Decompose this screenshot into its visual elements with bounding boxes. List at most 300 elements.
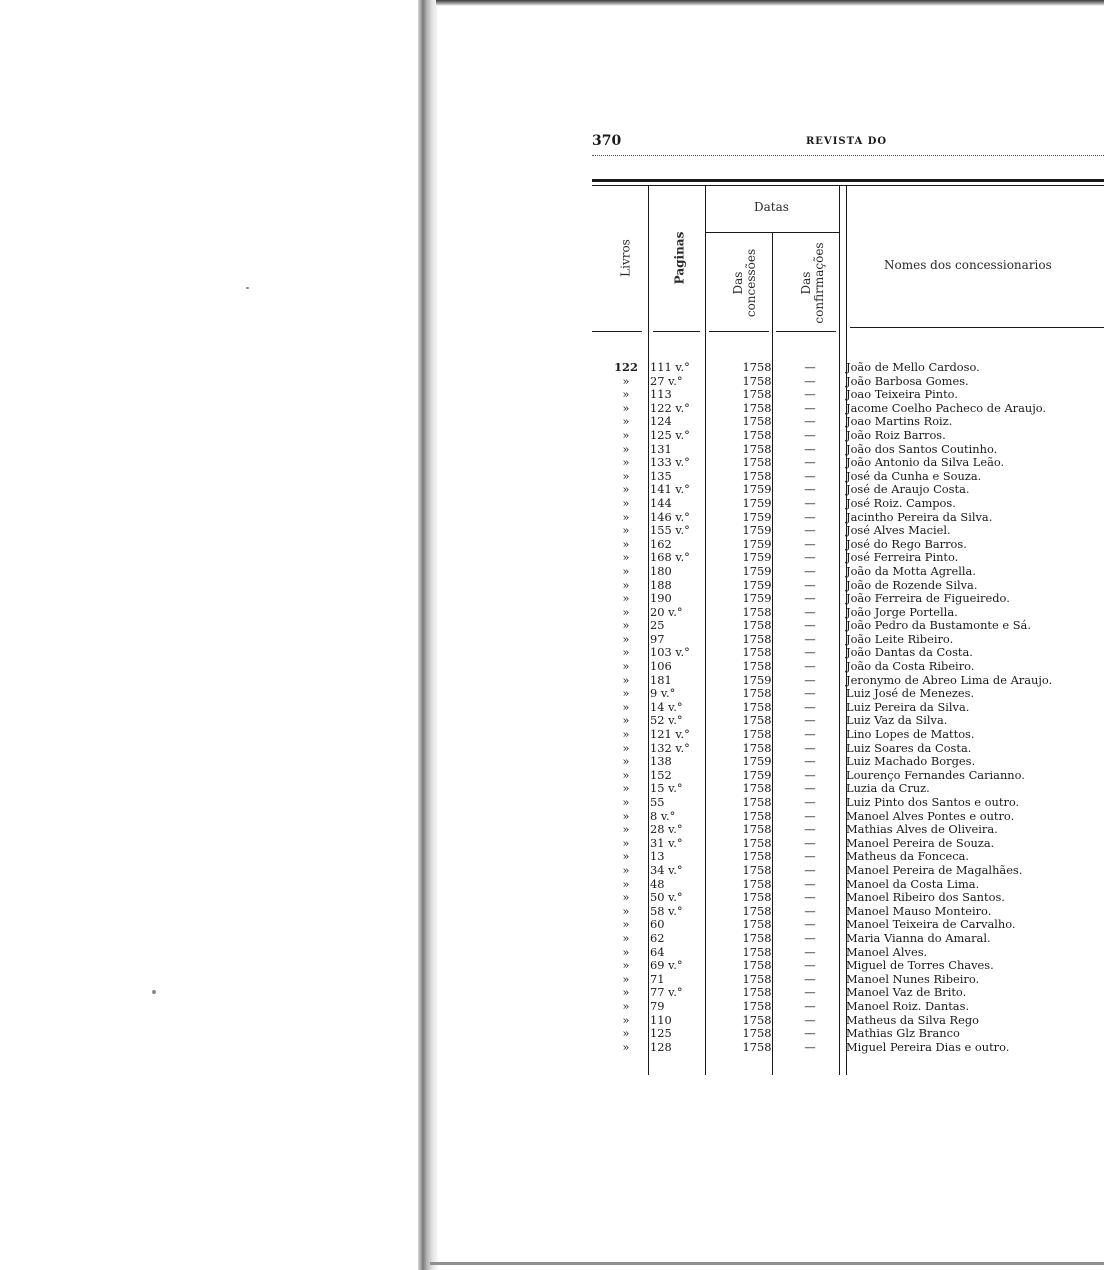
cell-concessao: 1758	[742, 795, 772, 809]
cell-concessao: 1758	[742, 1012, 772, 1027]
cell-pagina: 58 v.°	[650, 903, 683, 918]
table-row	[592, 1000, 1104, 1014]
cell-nome: Manoel Ribeiro dos Santos.	[846, 890, 1005, 905]
cell-pagina: 50 v.°	[650, 890, 683, 905]
cell-concessao: 1759	[742, 563, 772, 578]
cell-nome: João Antonio da Silva Leão.	[846, 455, 1005, 470]
page-number: 370	[592, 133, 622, 149]
cell-pagina: 181	[650, 672, 672, 687]
header-bottom-rule	[776, 331, 836, 332]
cell-confirmacao: —	[804, 781, 816, 796]
cell-concessao: 1758	[742, 890, 772, 905]
table-row	[592, 592, 1104, 606]
cell-confirmacao: —	[804, 849, 816, 864]
cell-nome: Manoel da Costa Lima.	[846, 876, 980, 891]
table-row	[592, 646, 1104, 660]
cell-concessao: 1759	[742, 482, 772, 497]
table-row	[592, 810, 1104, 824]
cell-nome: João Dantas da Costa.	[846, 645, 973, 660]
cell-concessao: 1758	[742, 373, 772, 388]
cell-nome: Luiz Pereira da Silva.	[846, 699, 970, 714]
table-row	[592, 782, 1104, 796]
header-nomes: Nomes dos concessionarios	[884, 258, 1052, 272]
cell-livro: »	[622, 591, 630, 606]
cell-livro: »	[622, 835, 630, 850]
table-row	[592, 986, 1104, 1000]
cell-livro: »	[622, 903, 630, 918]
table-row	[592, 388, 1104, 402]
cell-nome: Luiz José de Menezes.	[846, 686, 975, 701]
cell-pagina: 155 v.°	[650, 523, 690, 538]
cell-livro: »	[622, 373, 630, 388]
cell-pagina: 106	[650, 659, 672, 674]
cell-pagina: 162	[650, 536, 672, 551]
cell-livro: »	[622, 536, 630, 551]
table-top-rule-thick	[592, 179, 1104, 182]
cell-concessao: 1758	[742, 727, 772, 742]
table-row	[592, 443, 1104, 457]
cell-pagina: 13	[650, 849, 665, 864]
table-row	[592, 864, 1104, 878]
cell-pagina: 128	[650, 1039, 672, 1054]
cell-pagina: 52 v.°	[650, 713, 683, 728]
cell-concessao: 1758	[742, 387, 772, 402]
cell-concessao: 1759	[742, 577, 772, 592]
cell-concessao: 1759	[742, 672, 772, 687]
cell-nome: José de Araujo Costa.	[846, 482, 970, 497]
table-row	[592, 551, 1104, 565]
cell-pagina: 25	[650, 618, 665, 633]
cell-nome: João da Costa Ribeiro.	[846, 659, 975, 674]
cell-livro: »	[622, 509, 630, 524]
table-row	[592, 837, 1104, 851]
page-bottom-edge	[430, 1262, 1104, 1265]
cell-concessao: 1758	[742, 930, 772, 945]
cell-nome: Jacintho Pereira da Silva.	[846, 509, 993, 524]
cell-confirmacao: —	[804, 727, 816, 742]
cell-livro: »	[622, 563, 630, 578]
table-row	[592, 701, 1104, 715]
cell-confirmacao: —	[804, 360, 816, 374]
cell-pagina: 133 v.°	[650, 455, 690, 470]
cell-confirmacao: —	[804, 862, 816, 877]
cell-livro: »	[622, 849, 630, 864]
cell-nome: Mathias Alves de Oliveira.	[846, 822, 998, 837]
cell-pagina: 55	[650, 795, 665, 809]
table-row	[592, 375, 1104, 389]
table-row	[592, 470, 1104, 484]
running-head: REVISTA DO	[806, 136, 888, 147]
cell-concessao: 1758	[742, 998, 772, 1013]
page-header	[592, 133, 1104, 159]
cell-nome: José da Cunha e Souza.	[846, 468, 982, 483]
cell-livro: »	[622, 795, 630, 809]
cell-pagina: 135	[650, 468, 672, 483]
cell-livro: »	[622, 876, 630, 891]
cell-concessao: 1758	[742, 876, 772, 891]
cell-confirmacao: —	[804, 740, 816, 755]
table-row	[592, 429, 1104, 443]
cell-nome: João Ferreira de Figueiredo.	[846, 591, 1010, 606]
cell-nome: Luiz Vaz da Silva.	[846, 713, 948, 728]
cell-concessao: 1758	[742, 781, 772, 796]
header-das-confirmacoes: Das confirmações	[799, 242, 826, 324]
cell-confirmacao: —	[804, 631, 816, 646]
table-row	[592, 606, 1104, 620]
cell-concessao: 1758	[742, 686, 772, 701]
table-row	[592, 456, 1104, 470]
table-row	[592, 674, 1104, 688]
cell-concessao: 1758	[742, 713, 772, 728]
table-row	[592, 742, 1104, 756]
cell-pagina: 48	[650, 876, 665, 891]
table-row	[592, 755, 1104, 769]
table-row	[592, 483, 1104, 497]
paper-speck	[152, 990, 156, 994]
cell-pagina: 124	[650, 414, 672, 429]
cell-nome: Manoel Nunes Ribeiro.	[846, 971, 980, 986]
cell-confirmacao: —	[804, 835, 816, 850]
cell-pagina: 131	[650, 441, 672, 456]
cell-nome: Matheus da Fonceca.	[846, 849, 969, 864]
cell-livro: »	[622, 455, 630, 470]
cell-nome: Lino Lopes de Mattos.	[846, 727, 975, 742]
cell-concessao: 1758	[742, 944, 772, 959]
cell-nome: Matheus da Silva Rego	[846, 1012, 980, 1027]
cell-livro: »	[622, 781, 630, 796]
cell-livro: »	[622, 1039, 630, 1054]
cell-confirmacao: —	[804, 795, 816, 809]
cell-concessao: 1758	[742, 822, 772, 837]
cell-confirmacao: —	[804, 672, 816, 687]
cell-livro: »	[622, 672, 630, 687]
cell-livro: »	[622, 944, 630, 959]
cell-nome: Manoel Alves Pontes e outro.	[846, 808, 1015, 823]
cell-livro: »	[622, 618, 630, 633]
cell-livro: »	[622, 917, 630, 932]
cell-concessao: 1758	[742, 414, 772, 429]
table-row	[592, 361, 1104, 375]
cell-livro: »	[622, 400, 630, 415]
cell-pagina: 144	[650, 495, 672, 510]
cell-nome: João de Rozende Silva.	[846, 577, 978, 592]
cell-pagina: 60	[650, 917, 665, 932]
cell-concessao: 1758	[742, 400, 772, 415]
cell-livro: »	[622, 998, 630, 1013]
cell-confirmacao: —	[804, 495, 816, 510]
cell-pagina: 14 v.°	[650, 699, 683, 714]
cell-nome: Manoel Pereira de Magalhães.	[846, 862, 1023, 877]
cell-concessao: 1758	[742, 808, 772, 823]
cell-pagina: 64	[650, 944, 665, 959]
cell-confirmacao: —	[804, 699, 816, 714]
cell-livro: »	[622, 441, 630, 456]
cell-livro: »	[622, 631, 630, 646]
cell-pagina: 27 v.°	[650, 373, 683, 388]
header-das-concessoes: Das concessões	[731, 248, 758, 318]
cell-concessao: 1758	[742, 645, 772, 660]
cell-concessao: 1759	[742, 523, 772, 538]
cell-confirmacao: —	[804, 536, 816, 551]
cell-nome: Manoel Pereira de Souza.	[846, 835, 995, 850]
cell-nome: Luiz Machado Borges.	[846, 754, 976, 769]
cell-confirmacao: —	[804, 998, 816, 1013]
header-paginas: Paginas	[672, 231, 687, 285]
cell-livro: »	[622, 468, 630, 483]
cell-livro: »	[622, 740, 630, 755]
cell-nome: João da Motta Agrella.	[846, 563, 976, 578]
cell-confirmacao: —	[804, 591, 816, 606]
cell-confirmacao: —	[804, 659, 816, 674]
cell-nome: Lourenço Fernandes Carianno.	[846, 767, 1025, 782]
cell-concessao: 1758	[742, 1026, 772, 1041]
cell-concessao: 1759	[742, 754, 772, 769]
cell-nome: João Jorge Portella.	[846, 604, 958, 619]
header-rule	[592, 155, 1104, 156]
cell-confirmacao: —	[804, 890, 816, 905]
cell-confirmacao: —	[804, 903, 816, 918]
table-row	[592, 660, 1104, 674]
cell-livro: »	[622, 482, 630, 497]
cell-confirmacao: —	[804, 808, 816, 823]
cell-concessao: 1758	[742, 862, 772, 877]
table-row	[592, 850, 1104, 864]
cell-pagina: 62	[650, 930, 665, 945]
cell-pagina: 9 v.°	[650, 686, 676, 701]
cell-nome: Miguel Pereira Dias e outro.	[846, 1039, 1010, 1054]
cell-pagina: 15 v.°	[650, 781, 683, 796]
cell-confirmacao: —	[804, 427, 816, 442]
table-row	[592, 1027, 1104, 1041]
cell-concessao: 1758	[742, 917, 772, 932]
cell-livro: »	[622, 1026, 630, 1041]
cell-concessao: 1759	[742, 550, 772, 565]
cell-confirmacao: —	[804, 686, 816, 701]
cell-livro: »	[622, 699, 630, 714]
cell-pagina: 111 v.°	[650, 360, 690, 374]
header-bottom-rule	[709, 331, 769, 332]
cell-confirmacao: —	[804, 958, 816, 973]
cell-nome: João Pedro da Bustamonte e Sá.	[846, 618, 1031, 633]
cell-nome: Jacome Coelho Pacheco de Araujo.	[846, 400, 1047, 415]
cell-pagina: 152	[650, 767, 672, 782]
cell-livro: »	[622, 890, 630, 905]
cell-concessao: 1758	[742, 835, 772, 850]
cell-livro: »	[622, 958, 630, 973]
cell-nome: João dos Santos Coutinho.	[846, 441, 998, 456]
cell-pagina: 125 v.°	[650, 427, 690, 442]
cell-concessao: 1758	[742, 699, 772, 714]
cell-concessao: 1758	[742, 441, 772, 456]
cell-confirmacao: —	[804, 455, 816, 470]
cell-pagina: 28 v.°	[650, 822, 683, 837]
cell-nome: João Roiz Barros.	[846, 427, 946, 442]
cell-nome: José do Rego Barros.	[846, 536, 967, 551]
cell-concessao: 1758	[742, 427, 772, 442]
cell-pagina: 141 v.°	[650, 482, 690, 497]
table-row	[592, 402, 1104, 416]
cell-livro: »	[622, 495, 630, 510]
cell-pagina: 79	[650, 998, 665, 1013]
cell-concessao: 1758	[742, 604, 772, 619]
table-row	[592, 511, 1104, 525]
cell-confirmacao: —	[804, 930, 816, 945]
table-row	[592, 1041, 1104, 1055]
cell-livro: 122	[614, 360, 638, 374]
cell-nome: Manoel Teixeira de Carvalho.	[846, 917, 1016, 932]
table-row	[592, 878, 1104, 892]
cell-confirmacao: —	[804, 523, 816, 538]
cell-nome: Manoel Alves.	[846, 944, 928, 959]
cell-livro: »	[622, 659, 630, 674]
cell-livro: »	[622, 971, 630, 986]
table-row	[592, 497, 1104, 511]
table-row	[592, 565, 1104, 579]
table-row	[592, 973, 1104, 987]
cell-pagina: 31 v.°	[650, 835, 683, 850]
cell-livro: »	[622, 387, 630, 402]
header-livros: Livros	[618, 239, 633, 277]
cell-pagina: 71	[650, 971, 665, 986]
cell-pagina: 190	[650, 591, 672, 606]
table-row	[592, 891, 1104, 905]
cell-confirmacao: —	[804, 713, 816, 728]
cell-nome: José Roiz. Campos.	[846, 495, 956, 510]
cell-livro: »	[622, 930, 630, 945]
datas-sub-rule	[705, 232, 839, 233]
table-row	[592, 728, 1104, 742]
cell-pagina: 122 v.°	[650, 400, 690, 415]
cell-nome: José Ferreira Pinto.	[846, 550, 959, 565]
cell-livro: »	[622, 754, 630, 769]
cell-concessao: 1758	[742, 631, 772, 646]
cell-concessao: 1758	[742, 985, 772, 1000]
cell-confirmacao: —	[804, 1012, 816, 1027]
cell-confirmacao: —	[804, 822, 816, 837]
cell-nome: João Leite Ribeiro.	[846, 631, 954, 646]
table-row	[592, 524, 1104, 538]
cell-confirmacao: —	[804, 1026, 816, 1041]
table-row	[592, 714, 1104, 728]
cell-pagina: 138	[650, 754, 672, 769]
cell-concessao: 1759	[742, 509, 772, 524]
cell-pagina: 20 v.°	[650, 604, 683, 619]
table-row	[592, 959, 1104, 973]
cell-concessao: 1758	[742, 618, 772, 633]
cell-pagina: 188	[650, 577, 672, 592]
cell-confirmacao: —	[804, 876, 816, 891]
cell-livro: »	[622, 727, 630, 742]
cell-nome: Manoel Vaz de Brito.	[846, 985, 967, 1000]
cell-livro: »	[622, 713, 630, 728]
cell-pagina: 146 v.°	[650, 509, 690, 524]
cell-pagina: 34 v.°	[650, 862, 683, 877]
cell-confirmacao: —	[804, 604, 816, 619]
cell-confirmacao: —	[804, 577, 816, 592]
cell-livro: »	[622, 604, 630, 619]
cell-nome: Miguel de Torres Chaves.	[846, 958, 994, 973]
cell-nome: João Barbosa Gomes.	[846, 373, 969, 388]
cell-livro: »	[622, 645, 630, 660]
cell-livro: »	[622, 862, 630, 877]
cell-livro: »	[622, 414, 630, 429]
cell-livro: »	[622, 577, 630, 592]
page-top-edge	[436, 0, 1104, 6]
table-row	[592, 687, 1104, 701]
cell-confirmacao: —	[804, 944, 816, 959]
table-row	[592, 796, 1104, 810]
table-row	[592, 823, 1104, 837]
cell-pagina: 168 v.°	[650, 550, 690, 565]
cell-pagina: 97	[650, 631, 665, 646]
cell-concessao: 1759	[742, 495, 772, 510]
cell-confirmacao: —	[804, 1039, 816, 1054]
cell-livro: »	[622, 427, 630, 442]
table-row	[592, 619, 1104, 633]
cell-concessao: 1758	[742, 360, 772, 374]
cell-confirmacao: —	[804, 550, 816, 565]
cell-confirmacao: —	[804, 971, 816, 986]
cell-concessao: 1759	[742, 536, 772, 551]
cell-nome: Luzia da Cruz.	[846, 781, 930, 796]
cell-confirmacao: —	[804, 618, 816, 633]
table-row	[592, 932, 1104, 946]
cell-livro: »	[622, 686, 630, 701]
cell-concessao: 1758	[742, 740, 772, 755]
cell-livro: »	[622, 985, 630, 1000]
cell-confirmacao: —	[804, 645, 816, 660]
cell-pagina: 103 v.°	[650, 645, 690, 660]
cell-pagina: 8 v.°	[650, 808, 676, 823]
table-row	[592, 1014, 1104, 1028]
cell-livro: »	[622, 1012, 630, 1027]
cell-pagina: 121 v.°	[650, 727, 690, 742]
cell-nome: Luiz Soares da Costa.	[846, 740, 972, 755]
cell-nome: Maria Vianna do Amaral.	[846, 930, 991, 945]
cell-confirmacao: —	[804, 509, 816, 524]
cell-nome: Mathias Glz Branco	[846, 1026, 960, 1041]
cell-nome: Joao Teixeira Pinto.	[846, 387, 958, 402]
table-body	[592, 361, 1104, 1054]
cell-concessao: 1758	[742, 468, 772, 483]
cell-nome: Manoel Mauso Monteiro.	[846, 903, 992, 918]
cell-concessao: 1759	[742, 767, 772, 782]
cell-confirmacao: —	[804, 441, 816, 456]
cell-concessao: 1759	[742, 591, 772, 606]
cell-confirmacao: —	[804, 917, 816, 932]
cell-confirmacao: —	[804, 387, 816, 402]
left-blank-page	[0, 0, 418, 1270]
cell-nome: Manoel Roiz. Dantas.	[846, 998, 970, 1013]
cell-pagina: 180	[650, 563, 672, 578]
cell-nome: João de Mello Cardoso.	[846, 360, 980, 374]
table-row	[592, 633, 1104, 647]
cell-confirmacao: —	[804, 985, 816, 1000]
cell-nome: José Alves Maciel.	[846, 523, 951, 538]
cell-nome: Joao Martins Roiz.	[846, 414, 953, 429]
cell-pagina: 132 v.°	[650, 740, 690, 755]
cell-nome: Jeronymo de Abreo Lima de Araujo.	[846, 672, 1053, 687]
cell-concessao: 1758	[742, 903, 772, 918]
header-bottom-rule	[592, 331, 642, 332]
cell-pagina: 69 v.°	[650, 958, 683, 973]
cell-pagina: 110	[650, 1012, 672, 1027]
cell-confirmacao: —	[804, 468, 816, 483]
cell-pagina: 77 v.°	[650, 985, 683, 1000]
book-spine-shadow	[418, 0, 438, 1270]
cell-livro: »	[622, 822, 630, 837]
cell-livro: »	[622, 767, 630, 782]
